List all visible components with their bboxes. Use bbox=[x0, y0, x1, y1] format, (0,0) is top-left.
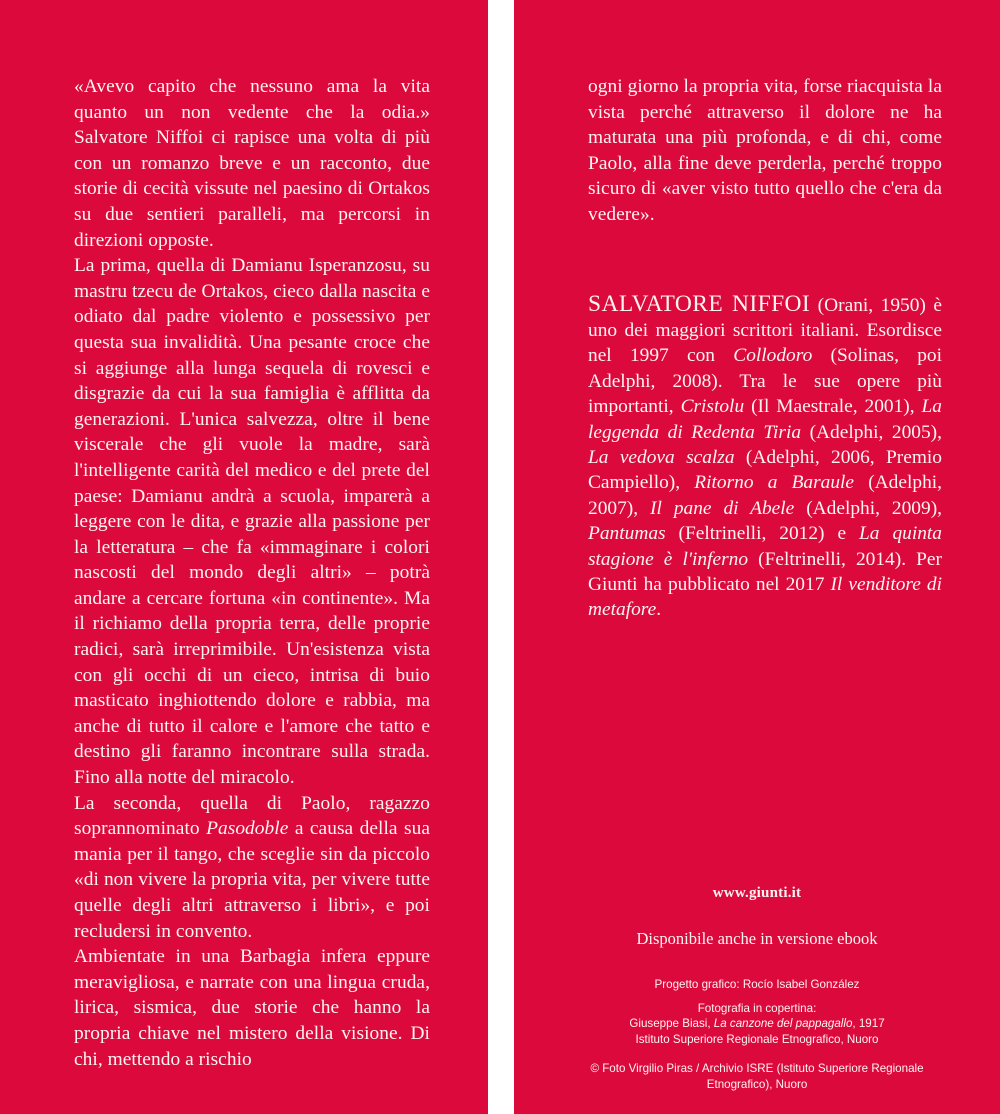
work-detail: (Adelphi, 2006, Premio Campiello), bbox=[588, 447, 942, 494]
panel-gutter bbox=[488, 0, 514, 1114]
work-title: La quinta stagione è l'inferno bbox=[588, 523, 943, 570]
blurb-continuation: ogni giorno la propria vita, forse riacquista la vista perché attraverso il dolore ne ha maturata una più profonda, e di chi, come Paolo, alla fine deve perderla, perché troppo sicuro di «aver visto tutto quello che c'era da vedere». bbox=[588, 76, 942, 225]
author-bio bbox=[588, 292, 942, 623]
author-name: SALVATORE NIFFOI bbox=[588, 290, 811, 317]
blurb-paolo-nickname: Pasodoble bbox=[206, 818, 289, 840]
photo-institution: Istituto Superiore Regionale Etnografico, Nuoro bbox=[635, 1032, 879, 1046]
photo-copyright: © Foto Virgilio Piras / Archivio ISRE (Istituto Superiore Regionale Etnografico), Nuoro bbox=[590, 1062, 924, 1091]
photo-artist: Giuseppe Biasi, bbox=[629, 1017, 714, 1030]
back-cover-panel bbox=[0, 0, 488, 1114]
work-detail: (Adelphi, 2005), bbox=[801, 421, 942, 443]
work-title: La vedova scalza bbox=[588, 447, 735, 468]
work-title: Ritorno a Baraule bbox=[694, 472, 855, 494]
cover-photo-attribution bbox=[514, 1016, 1000, 1032]
photo-year: , 1917 bbox=[852, 1017, 885, 1030]
photo-artwork-title: La canzone del pappagallo bbox=[713, 1017, 853, 1030]
work-title: Pantumas bbox=[588, 523, 666, 545]
cover-photo-label: Fotografia in copertina: bbox=[697, 1001, 817, 1015]
blurb-paolo-text-before: La seconda, quella di Paolo, ragazzo soprannominato bbox=[74, 792, 430, 840]
work-detail: (Il Maestrale, 2001), bbox=[744, 396, 922, 418]
design-credit: Progetto grafico: Rocío Isabel González bbox=[654, 978, 860, 991]
blurb-paragraph-paolo bbox=[74, 791, 430, 945]
work-title: Il pane di Abele bbox=[650, 497, 795, 519]
work-title: Il venditore di metafore bbox=[588, 574, 942, 621]
author-intro: è uno dei maggiori scrittori italiani. Esordisce nel 1997 con bbox=[588, 294, 942, 367]
work-title-debut: Collodoro bbox=[733, 345, 813, 367]
work-detail: (Feltrinelli, 2014). Per Giunti ha pubblicato nel 2017 bbox=[588, 548, 942, 596]
work-detail: (Feltrinelli, 2012) e bbox=[665, 523, 860, 545]
production-credits bbox=[514, 977, 1000, 1047]
work-detail-debut: (Solinas, poi Adelphi, 2008). Tra le sue opere più importanti, bbox=[588, 345, 942, 418]
work-detail: (Adelphi, 2009), bbox=[794, 497, 943, 519]
publisher-website[interactable]: www.giunti.it bbox=[712, 885, 802, 901]
flap-footer bbox=[514, 885, 1000, 1092]
credits-spacer bbox=[514, 993, 1000, 1001]
flap-panel bbox=[514, 0, 1000, 1114]
work-detail: (Adelphi, 2007), bbox=[588, 472, 942, 519]
author-bio-block bbox=[588, 292, 942, 623]
author-birth: (Orani, 1950) bbox=[810, 294, 926, 316]
work-title: Cristolu bbox=[680, 396, 745, 418]
blurb-paragraph-opening: «Avevo capito che nessuno ama la vita quanto un non vedente che la odia.» Salvatore Niffoi ci rapisce una volta di più con un romanzo breve e un racconto, due storie di cecità vissute nel paesino di Ortakos su due sentieri paralleli, ma percorsi in direzioni opposte. bbox=[74, 76, 430, 251]
blurb-paragraph-damianu: La prima, quella di Damianu Isperanzosu, su mastru tzecu de Ortakos, cieco dalla nascita e odiato dal padre violento e possessivo per questa sua invalidità. Una pesante croce che si aggiunge alla lunga sequela di rovesci e disgrazie da cui la sua famiglia è afflitta da generazioni. L'unica salvezza, oltre il bene viscerale che gli vuole la madre, sarà l'intelligente carità del medico e del prete del paese: Damianu andrà a scuola, imparerà a leggere con le dita, e grazie alla passione per la letteratura – che fa «immaginare i colori nascosti del mondo degli altri» – potrà andare a cercare fortuna «in continente». Ma il richiamo della propria terra, delle proprie radici, sarà irreprimibile. Un'esistenza vista con gli occhi di un cieco, intrisa di buio masticato inghiottendo dolore e rabbia, ma anche di tutto il calore e l'amore che tatto e destino gli faranno incontrare sulla strada. Fino alla notte del miracolo. bbox=[74, 255, 430, 789]
work-detail: . bbox=[656, 599, 662, 621]
work-title: La leggenda di Redenta Tiria bbox=[588, 396, 942, 443]
blurb-paolo-text-after: a causa della sua mania per il tango, che sceglie sin da piccolo «di non vivere la propria vita, per vivere tutte quelle degli altri attraverso i libri», e poi recludersi in convento. bbox=[74, 818, 430, 942]
ebook-availability-note: Disponibile anche in versione ebook bbox=[636, 929, 878, 948]
blurb-paragraph-closing: Ambientate in una Barbagia infera eppure meravigliosa, e narrate con una lingua cruda, lirica, sismica, due storie che hanno la propria chiave nel mistero della visione. Di chi, mettendo a rischio bbox=[74, 946, 430, 1070]
